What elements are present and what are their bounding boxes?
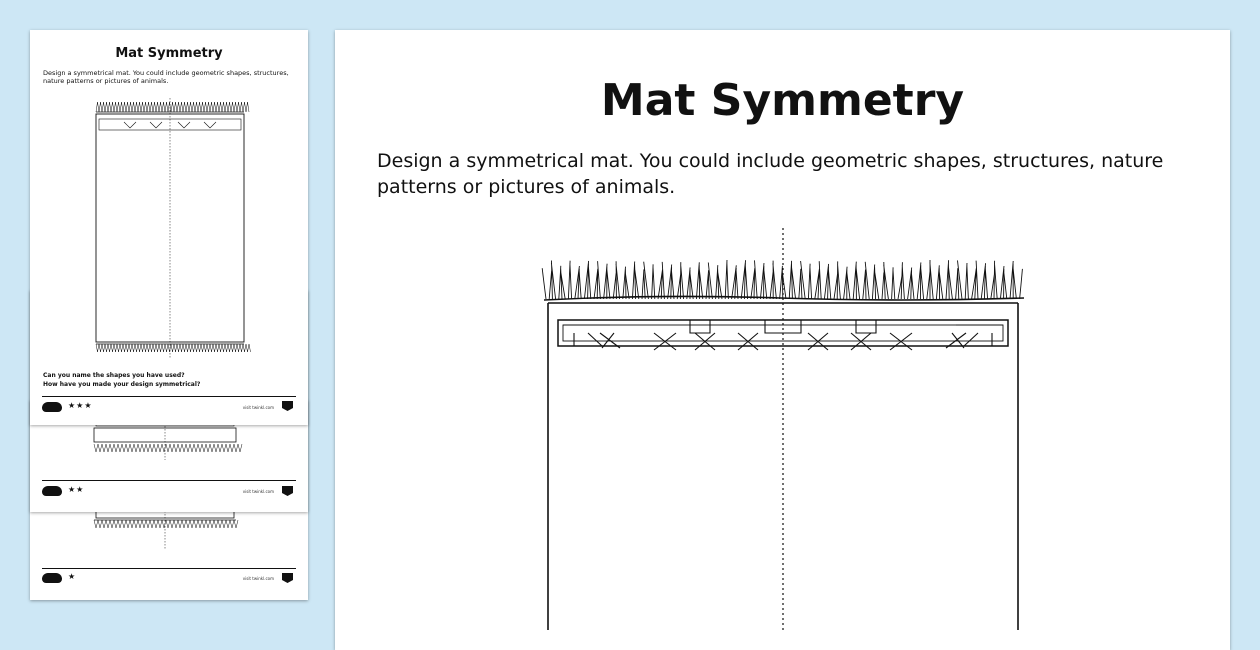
footer-rule: [42, 396, 296, 397]
difficulty-stars: ★★: [68, 485, 85, 494]
thumbnail-instructions: Design a symmetrical mat. You could include geometric shapes, structures, nature patterns or pictures of animals.: [43, 69, 289, 85]
twinkl-logo-icon: [42, 486, 62, 496]
footer-url: visit twinkl.com: [242, 576, 274, 581]
mat-fringe: [542, 260, 1022, 299]
worksheet-thumbnail-three-star[interactable]: [30, 30, 308, 425]
page-title: Mat Symmetry: [600, 75, 965, 126]
footer-url: visit twinkl.com: [242, 489, 274, 494]
difficulty-stars: ★★★: [68, 401, 93, 410]
question-shapes: Can you name the shapes you have used?: [43, 372, 185, 379]
worksheet-main-preview[interactable]: [335, 30, 1230, 650]
twinkl-logo-icon: [42, 402, 62, 412]
footer-url: visit twinkl.com: [242, 405, 274, 410]
mat-outline-icon: [94, 98, 246, 358]
quality-badge-icon: [280, 571, 295, 584]
mat-preview: [90, 420, 240, 460]
thumbnail-title: Mat Symmetry: [115, 46, 223, 61]
mat-outline-icon: [540, 228, 1030, 630]
twinkl-logo-icon: [42, 573, 62, 583]
footer-rule: [42, 568, 296, 569]
question-symmetry: How have you made your design symmetrical?: [43, 381, 201, 388]
difficulty-stars: ★: [68, 572, 77, 581]
footer-rule: [42, 480, 296, 481]
worksheet-instructions: Design a symmetrical mat. You could include geometric shapes, structures, nature patterns or pictures of animals.: [377, 150, 1164, 198]
quality-badge-icon: [280, 484, 295, 497]
quality-badge-icon: [280, 399, 295, 412]
